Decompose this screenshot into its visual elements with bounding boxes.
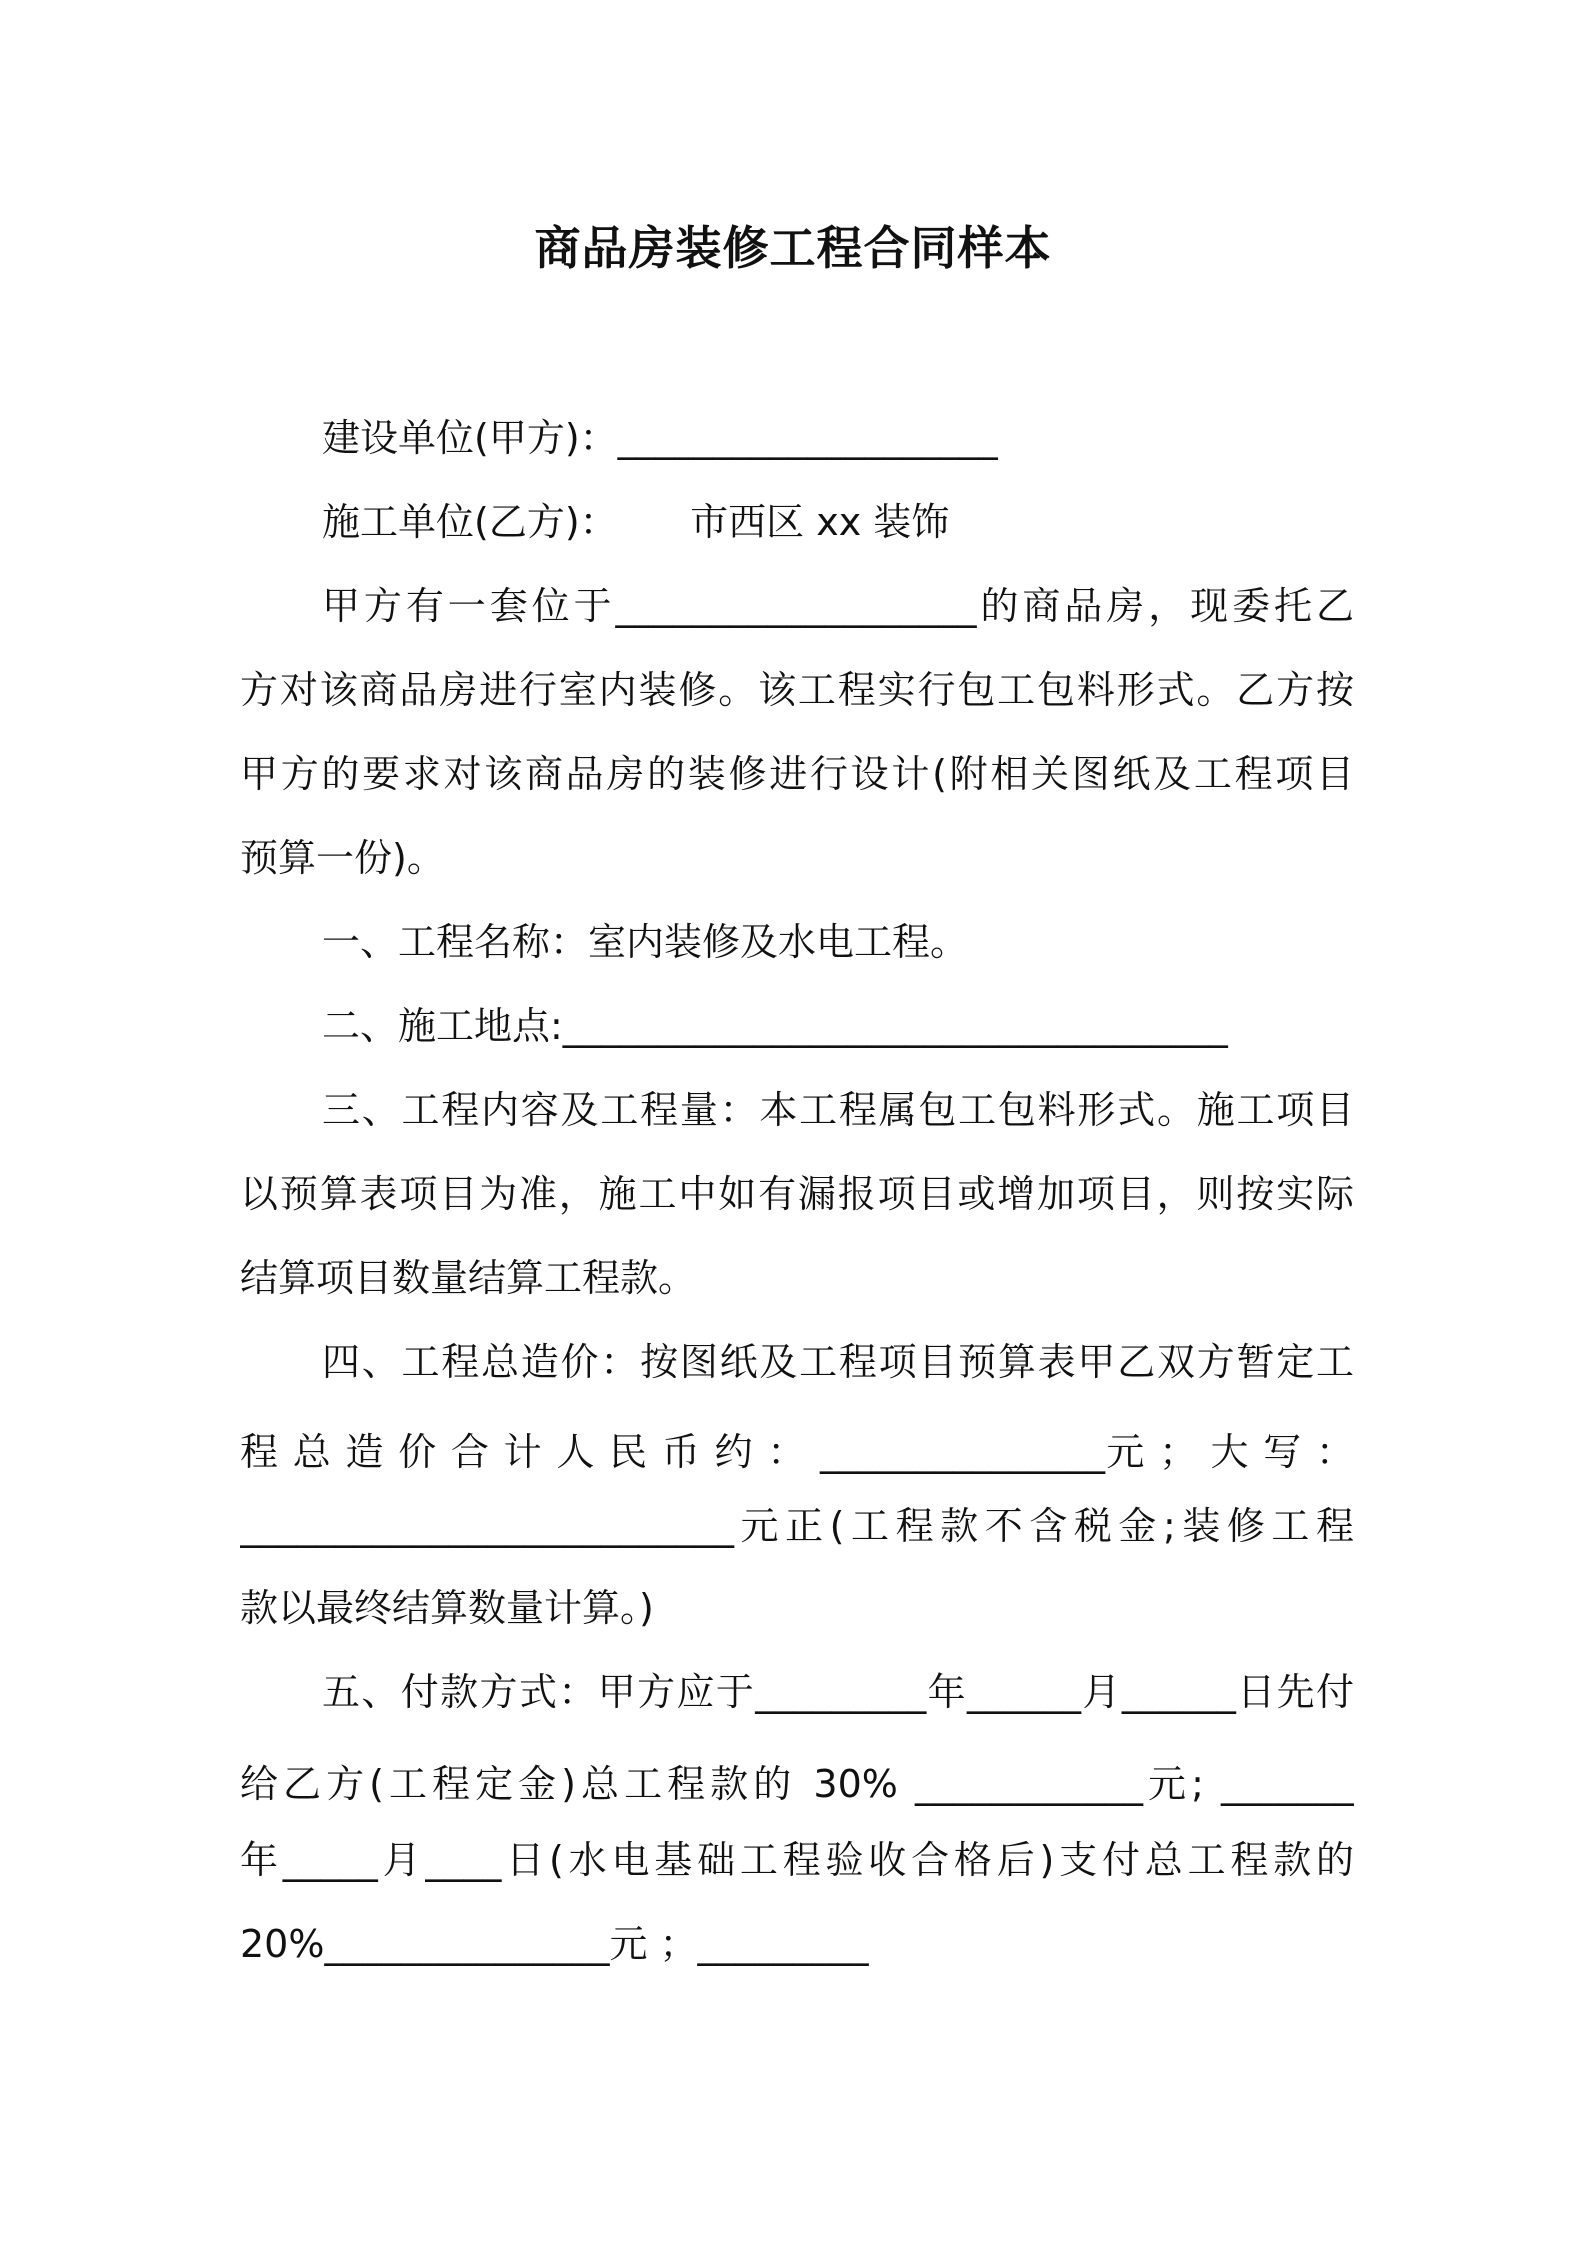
clause-project-name: 一、工程名称：室内装修及水电工程。: [322, 920, 969, 964]
paragraph-line: 方对该商品房进行室内装修。该工程实行包工包料形式。乙方按: [240, 668, 1354, 712]
clause-content-line: 以预算表项目为准，施工中如有漏报项目或增加项目，则按实际: [240, 1172, 1354, 1216]
clause-total-price-line: 程 总 造 价 合 计 人 民 币 约 ： _______________元 ； 大 写 ：: [240, 1430, 1354, 1474]
paragraph-line: 预算一份)。: [240, 836, 445, 880]
clause-total-price-line: 四、工程总造价：按图纸及工程项目预算表甲乙双方暂定工: [322, 1340, 1354, 1384]
party-b-line: 施工单位(乙方)： 市西区 xx 装饰: [322, 500, 950, 544]
clause-payment-line: 20%_______________元 ；_________: [240, 1922, 869, 1966]
paragraph-line: 甲方有一套位于___________________的商品房，现委托乙: [322, 584, 1354, 628]
clause-payment-line: 年_____月____日(水电基础工程验收合格后)支付总工程款的: [240, 1838, 1354, 1882]
clause-construction-site: 二、施工地点:___________________________________: [322, 1004, 1228, 1048]
clause-payment-line: 五、付款方式：甲方应于_________年______月______日先付: [322, 1670, 1354, 1714]
party-a-line: 建设单位(甲方)：____________________: [322, 416, 998, 460]
clause-total-price-line: __________________________元正(工程款不含税金;装修工程: [240, 1504, 1354, 1548]
paragraph-line: 甲方的要求对该商品房的装修进行设计(附相关图纸及工程项目: [240, 752, 1354, 796]
clause-total-price-line: 款以最终结算数量计算。): [240, 1586, 654, 1630]
clause-payment-line: 给乙方(工程定金)总工程款的 30% ____________元; _______: [240, 1762, 1354, 1806]
clause-content-line: 三、工程内容及工程量：本工程属包工包料形式。施工项目: [322, 1088, 1354, 1132]
document-title: 商品房装修工程合同样本: [534, 221, 1052, 275]
clause-content-line: 结算项目数量结算工程款。: [240, 1256, 697, 1300]
